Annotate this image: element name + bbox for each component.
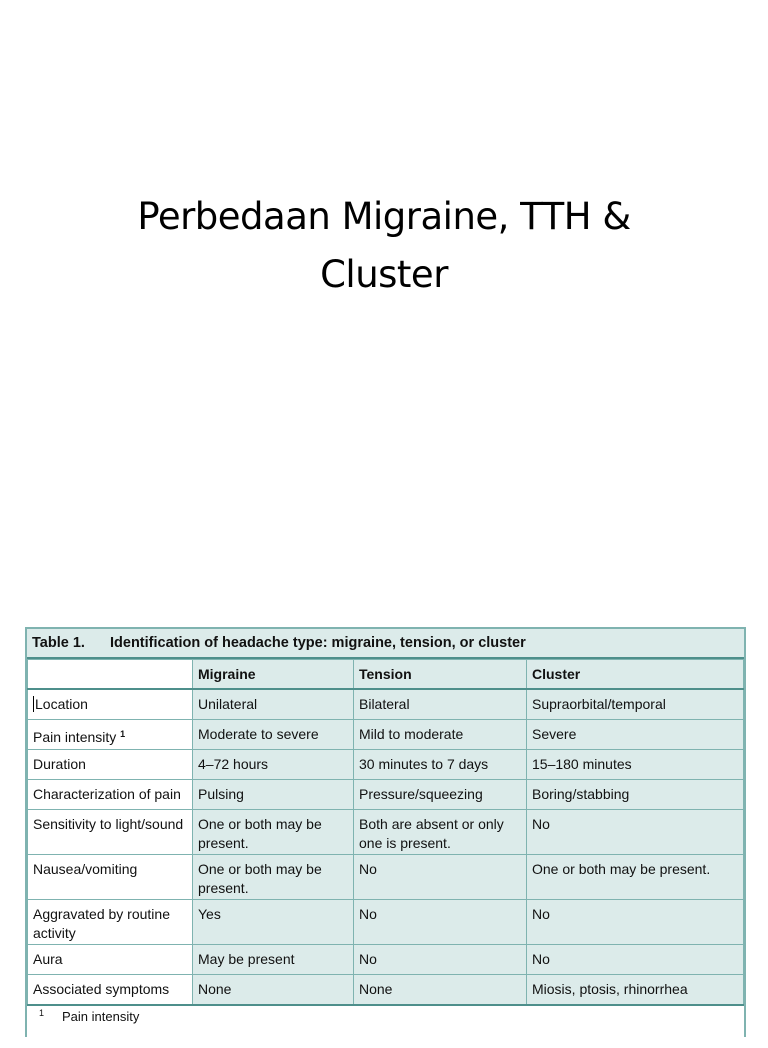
row-label: Aura <box>28 945 193 975</box>
cell-migraine: 4–72 hours <box>193 750 354 780</box>
cell-tension: Both are absent or only one is present. <box>354 810 527 855</box>
row-label: Duration <box>28 750 193 780</box>
cell-tension: Bilateral <box>354 689 527 720</box>
row-label: Aggravated by routine activity <box>28 900 193 945</box>
cell-migraine: One or both may be present. <box>193 855 354 900</box>
footnote-marker: 1 <box>39 1008 45 1018</box>
header-cluster: Cluster <box>527 660 744 690</box>
table-row <box>28 780 744 810</box>
cell-cluster: 15–180 minutes <box>527 750 744 780</box>
cell-migraine: Pulsing <box>193 780 354 810</box>
cell-migraine: Unilateral <box>193 689 354 720</box>
slide-title-line-2: Cluster <box>320 253 448 296</box>
cell-tension: No <box>354 900 527 945</box>
table-row <box>28 945 744 975</box>
cell-cluster: No <box>527 810 744 855</box>
row-label: Sensitivity to light/sound <box>28 810 193 855</box>
cell-tension: Pressure/squeezing <box>354 780 527 810</box>
cell-tension: No <box>354 855 527 900</box>
footnote-text: Pain intensity <box>62 1009 140 1024</box>
header-blank <box>28 660 193 690</box>
row-label-text: Pain intensity <box>33 729 117 745</box>
cell-cluster: No <box>527 945 744 975</box>
cell-cluster: Miosis, ptosis, rhinorrhea <box>527 975 744 1006</box>
row-label-superscript: 1 <box>120 729 126 739</box>
table-row <box>28 975 744 1006</box>
row-label: Associated symptoms <box>28 975 193 1006</box>
row-label <box>28 720 193 750</box>
cell-cluster: No <box>527 900 744 945</box>
slide-title-line-1: Perbedaan Migraine, TTH & <box>137 195 631 238</box>
cell-migraine: None <box>193 975 354 1006</box>
table-caption <box>27 629 744 659</box>
header-tension: Tension <box>354 660 527 690</box>
cell-tension: None <box>354 975 527 1006</box>
table-row <box>28 855 744 900</box>
table-caption-text: Identification of headache type: migraine, tension, or cluster <box>110 635 526 651</box>
cell-cluster: One or both may be present. <box>527 855 744 900</box>
cell-cluster: Supraorbital/temporal <box>527 689 744 720</box>
headache-table <box>25 627 746 1037</box>
table-footnote <box>27 1006 744 1048</box>
header-migraine: Migraine <box>193 660 354 690</box>
table-row <box>28 810 744 855</box>
table-row <box>28 689 744 720</box>
table-header-row <box>28 660 744 690</box>
table-row <box>28 720 744 750</box>
cell-migraine: One or both may be present. <box>193 810 354 855</box>
slide-title <box>0 188 768 304</box>
cell-migraine: May be present <box>193 945 354 975</box>
table-row <box>28 900 744 945</box>
row-label: Characterization of pain <box>28 780 193 810</box>
cell-tension: Mild to moderate <box>354 720 527 750</box>
row-label: Nausea/vomiting <box>28 855 193 900</box>
table-caption-number: Table 1. <box>32 635 85 651</box>
cell-migraine: Yes <box>193 900 354 945</box>
table-row <box>28 750 744 780</box>
cell-tension: No <box>354 945 527 975</box>
row-label <box>28 689 193 720</box>
cell-cluster: Severe <box>527 720 744 750</box>
row-label-text: Location <box>35 696 88 712</box>
headache-comparison-table <box>27 659 744 1006</box>
cell-migraine: Moderate to severe <box>193 720 354 750</box>
cell-tension: 30 minutes to 7 days <box>354 750 527 780</box>
cell-cluster: Boring/stabbing <box>527 780 744 810</box>
